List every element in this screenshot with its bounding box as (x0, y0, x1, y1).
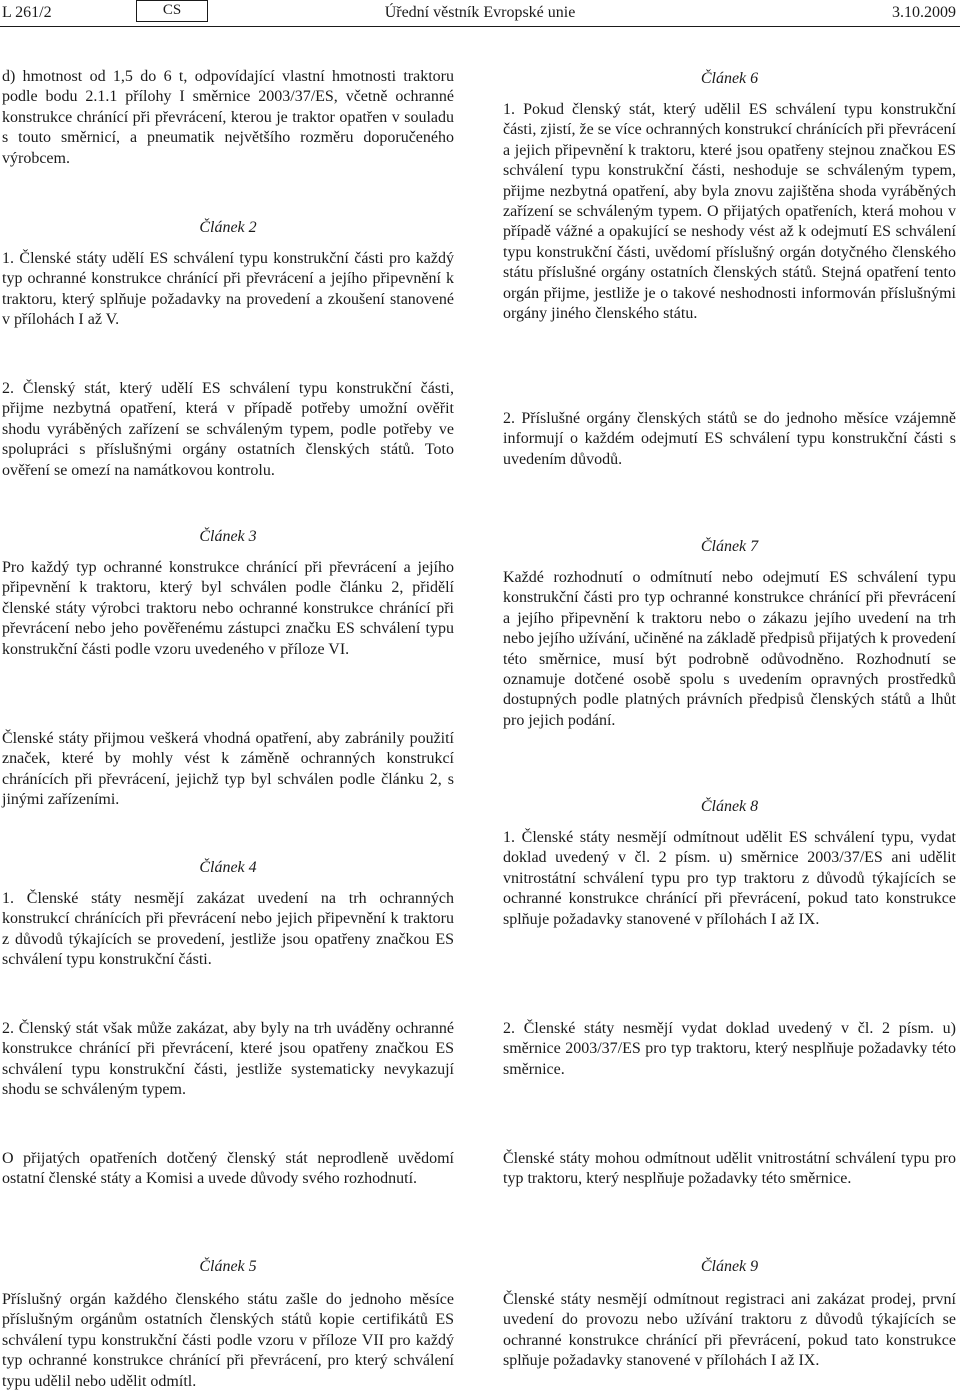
article-6-paragraph-1: 1. Pokud členský stát, který udělil ES schválení typu konstrukční části, zjistí, že se více ochranných konstrukcí chránících při převrácení a jejich připevnění k traktoru, které jsou opatřeny stejnou značkou ES schválení typu konstrukční části, neshoduje se schváleným typem, přijme nezbytná opatření, aby byla znovu zajištěna shoda vyráběných zařízení se schváleným typem. O přijatých opatřeních, která mohou v případě vážné a opakující se neshody vést až k odejmutí ES schválení typu konstrukční části, uvědomí příslušný orgán dotyčného členského státu příslušné orgány ostatních členských států. Stejná opatření tento orgán přijme, jestliže je o takové neshodnosti informován příslušnými orgány jiného členského státu. (503, 101, 956, 323)
article-6-paragraph-2: 2. Příslušné orgány členských států se do jednoho měsíce vzájemně informují o každém odejmutí ES schválení typu konstrukční části s uvedením důvodů. (503, 410, 956, 468)
article-4-paragraph-3: O přijatých opatřeních dotčený členský stát neprodleně uvědomí ostatní členské státy a Komisi a uvede důvody svého rozhodnutí. (2, 1150, 454, 1188)
article-3-paragraph-1: Pro každý typ ochranné konstrukce chránící při převrácení a jejího připevnění k traktoru, který byl schválen podle článku 2, přidělí členské státy výrobci traktoru nebo ochranné konstrukce chránící při převrácení nebo jeho pověřenému zástupci značku ES schválení typu konstrukční části podle vzoru uvedeného v příloze VI. (2, 559, 454, 658)
language-code-box: CS (136, 0, 208, 22)
paragraph-d: d) hmotnost od 1,5 do 6 t, odpovídající vlastní hmotnosti traktoru podle bodu 2.1.1 přílohy I směrnice 2003/37/ES, včetně ochranné konstrukce chránící při převrácení, kterou je traktor opatřen v souladu s touto směrnicí, a pneumatik největšího rozměru doporučeného výrobcem. (2, 68, 454, 167)
article-8-paragraph-2: 2. Členské státy nesmějí vydat doklad uvedený v čl. 2 písm. u) směrnice 2003/37/ES pro typ traktoru, který nesplňuje požadavky této směrnice. (503, 1020, 956, 1078)
article-4-paragraph-2: 2. Členský stát však může zakázat, aby byly na trh uváděny ochranné konstrukce chránící při převrácení, které jsou opatřeny značkou ES schválení typu konstrukční části, jestliže systematicky nevykazují shodu se schváleným typem. (2, 1020, 454, 1099)
page-reference: L 261/2 (2, 4, 52, 21)
header-rule (0, 26, 960, 27)
article-9-paragraph-1: Členské státy nesmějí odmítnout registraci ani zakázat prodej, první uvedení do provozu nebo užívání traktoru z důvodů týkajících se ochranné konstrukce chránící při převrácení, pokud tato konstrukce splňuje požadavky stanovené v přílohách I až IX. (503, 1291, 956, 1370)
article-4-title: Článek 4 (199, 859, 257, 876)
article-8-paragraph-1: 1. Členské státy nesmějí odmítnout udělit ES schválení typu, vydat doklad uvedený v čl. 2 písm. u) směrnice 2003/37/ES ani udělit vnitrostátní schválení typu pro typ traktoru z důvodů týkajících se ochranné konstrukce chránící při převrácení, pokud tato konstrukce splňuje požadavky stanovené v přílohách I až IX. (503, 829, 956, 928)
article-7-paragraph-1: Každé rozhodnutí o odmítnutí nebo odejmutí ES schválení typu konstrukční části pro typ ochranné konstrukce chránící při převrácení a jejího připevnění k traktoru nebo o zákazu jejího uvedení na trh nebo jejího užívání, učiněné na základě předpisů přijatých k provedení této směrnice, musí být podrobně odůvodněno. Rozhodnutí se oznamuje dotčené osobě spolu s uvedením opravných prostředků dostupných podle platných právních předpisů členských států a lhůt pro jejich podání. (503, 569, 956, 729)
article-8-paragraph-3: Členské státy mohou odmítnout udělit vnitrostátní schválení typu pro typ traktoru, který nesplňuje požadavky této směrnice. (503, 1150, 956, 1188)
journal-title: Úřední věstník Evropské unie (384, 4, 576, 21)
article-2-title: Článek 2 (199, 219, 257, 236)
article-7-title: Článek 7 (700, 538, 759, 555)
article-9-title: Článek 9 (700, 1258, 759, 1275)
article-3-paragraph-2: Členské státy přijmou veškerá vhodná opatření, aby zabránily použití značek, které by mohly vést k záměně ochranných konstrukcí chránících při převrácení, jejichž typ byl schválen podle článku 2, s jinými zařízeními. (2, 730, 454, 809)
article-5-title: Článek 5 (199, 1258, 257, 1275)
article-3-title: Článek 3 (199, 528, 257, 545)
article-2-paragraph-2: 2. Členský stát, který udělí ES schválení typu konstrukční části, přijme nezbytná opatření, která v případě potřeby umožní ověřit shodu vyráběných zařízení se schváleným typem, podle potřeby ve spolupráci s příslušnými orgány ostatních členských států. Toto ověření se omezí na namátkovou kontrolu. (2, 380, 454, 479)
article-2-paragraph-1: 1. Členské státy udělí ES schválení typu konstrukční části pro každý typ ochranné konstrukce chránící při převrácení a jejího připevnění k traktoru, který splňuje požadavky na provedení a zkoušení stanovené v přílohách I až V. (2, 250, 454, 329)
article-6-title: Článek 6 (700, 70, 759, 87)
article-8-title: Článek 8 (700, 798, 759, 815)
publication-date: 3.10.2009 (892, 4, 956, 21)
article-5-paragraph-1: Příslušný orgán každého členského státu zašle do jednoho měsíce příslušným orgánům ostatních členských států kopie certifikátů ES schválení typu konstrukční části podle vzoru v příloze VII pro každý typ ochranné konstrukce chránící při převrácení, pro který schválení typu udělil nebo udělit odmítl. (2, 1291, 454, 1390)
page-header (0, 0, 960, 30)
article-4-paragraph-1: 1. Členské státy nesmějí zakázat uvedení na trh ochranných konstrukcí chránících při převrácení nebo jejich připevnění k traktoru z důvodů týkajících se provedení, jestliže jsou opatřeny značkou ES schválení typu konstrukční části. (2, 890, 454, 969)
